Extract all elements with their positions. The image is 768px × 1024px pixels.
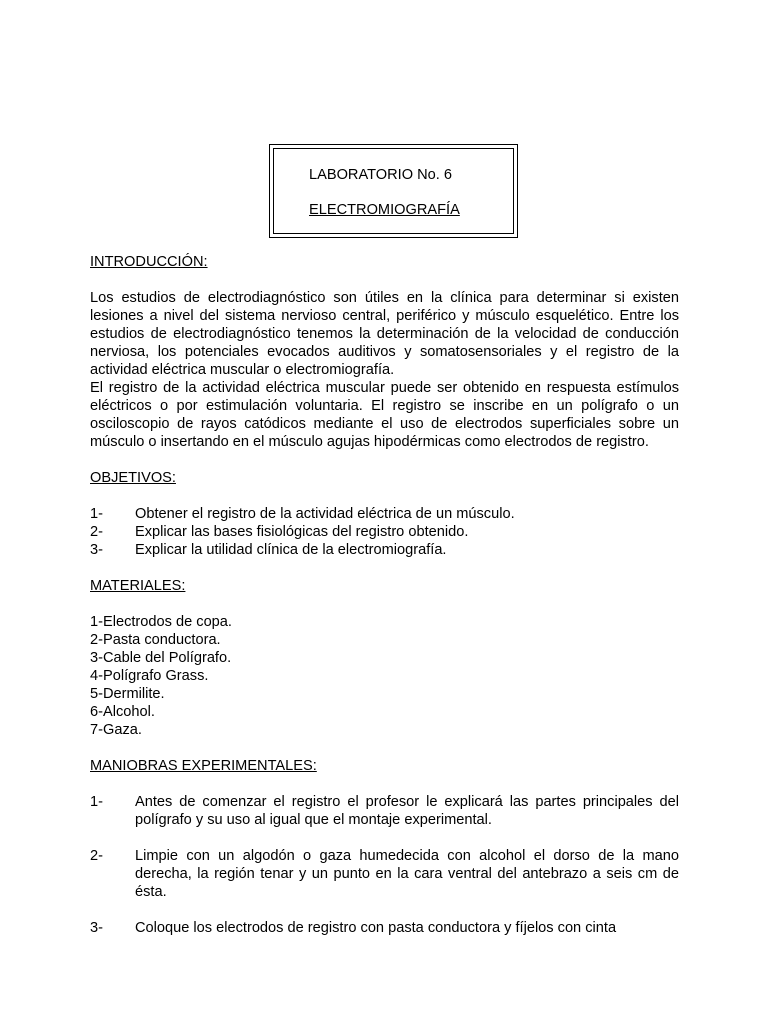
objetivo-number: 2- <box>90 524 103 540</box>
materiales-heading: MATERIALES: <box>90 578 186 594</box>
maniobra-item <box>90 793 679 829</box>
maniobra-item <box>90 919 679 937</box>
objetivos-heading: OBJETIVOS: <box>90 470 176 486</box>
maniobra-text: Limpie con un algodón o gaza humedecida con alcohol el dorso de la mano derecha, la región tenar y un punto en la cara ventral del antebrazo a seis cm de ésta. <box>135 848 679 900</box>
material-item: 3-Cable del Polígrafo. <box>90 650 232 666</box>
objetivo-item <box>90 541 679 559</box>
title-box <box>269 144 518 238</box>
objetivo-item <box>90 505 679 523</box>
lab-topic-title: ELECTROMIOGRAFÍA <box>309 202 460 218</box>
maniobra-number: 2- <box>90 848 103 864</box>
material-item: 7-Gaza. <box>90 722 142 738</box>
objetivo-text: Obtener el registro de la actividad eléctrica de un músculo. <box>135 506 515 522</box>
objetivo-item <box>90 523 679 541</box>
maniobra-text: Coloque los electrodos de registro con pasta conductora y fíjelos con cinta <box>135 920 617 936</box>
introduccion-paragraph-1: Los estudios de electrodiagnóstico son útiles en la clínica para determinar si existen lesiones a nivel del sistema nervioso central, periférico y músculo esquelético. Entre los estudios de electrodiagnóstico tenemos la determinación de la velocidad de conducción nerviosa, los potenciales evocados auditivos y somatosensoriales y el registro de la actividad eléctrica muscular o electromiografía. <box>90 290 679 378</box>
objetivo-number: 3- <box>90 542 103 558</box>
maniobra-number: 3- <box>90 920 103 936</box>
material-item: 2-Pasta conductora. <box>90 632 221 648</box>
objetivo-text: Explicar las bases fisiológicas del registro obtenido. <box>135 524 469 540</box>
material-item: 4-Polígrafo Grass. <box>90 668 209 684</box>
material-item: 5-Dermilite. <box>90 686 165 702</box>
material-item: 6-Alcohol. <box>90 704 155 720</box>
objetivo-text: Explicar la utilidad clínica de la electromiografía. <box>135 542 447 558</box>
document-body <box>90 253 679 937</box>
maniobra-number: 1- <box>90 794 103 810</box>
maniobras-heading: MANIOBRAS EXPERIMENTALES: <box>90 758 317 774</box>
maniobra-item <box>90 847 679 901</box>
objetivo-number: 1- <box>90 506 103 522</box>
title-box-inner-border <box>273 148 514 234</box>
introduccion-heading: INTRODUCCIÓN: <box>90 254 208 270</box>
introduccion-paragraph-2: El registro de la actividad eléctrica muscular puede ser obtenido en respuesta estímulos eléctricos o por estimulación voluntaria. El registro se inscribe en un polígrafo o un osciloscopio de rayos catódicos mediante el uso de electrodos superficiales sobre un músculo o insertando en el músculo agujas hipodérmicas como electrodos de registro. <box>90 380 679 450</box>
material-item: 1-Electrodos de copa. <box>90 614 232 630</box>
maniobra-text: Antes de comenzar el registro el profesor le explicará las partes principales del polígrafo y su uso al igual que el montaje experimental. <box>135 794 679 828</box>
lab-number-title: LABORATORIO No. 6 <box>309 167 453 183</box>
